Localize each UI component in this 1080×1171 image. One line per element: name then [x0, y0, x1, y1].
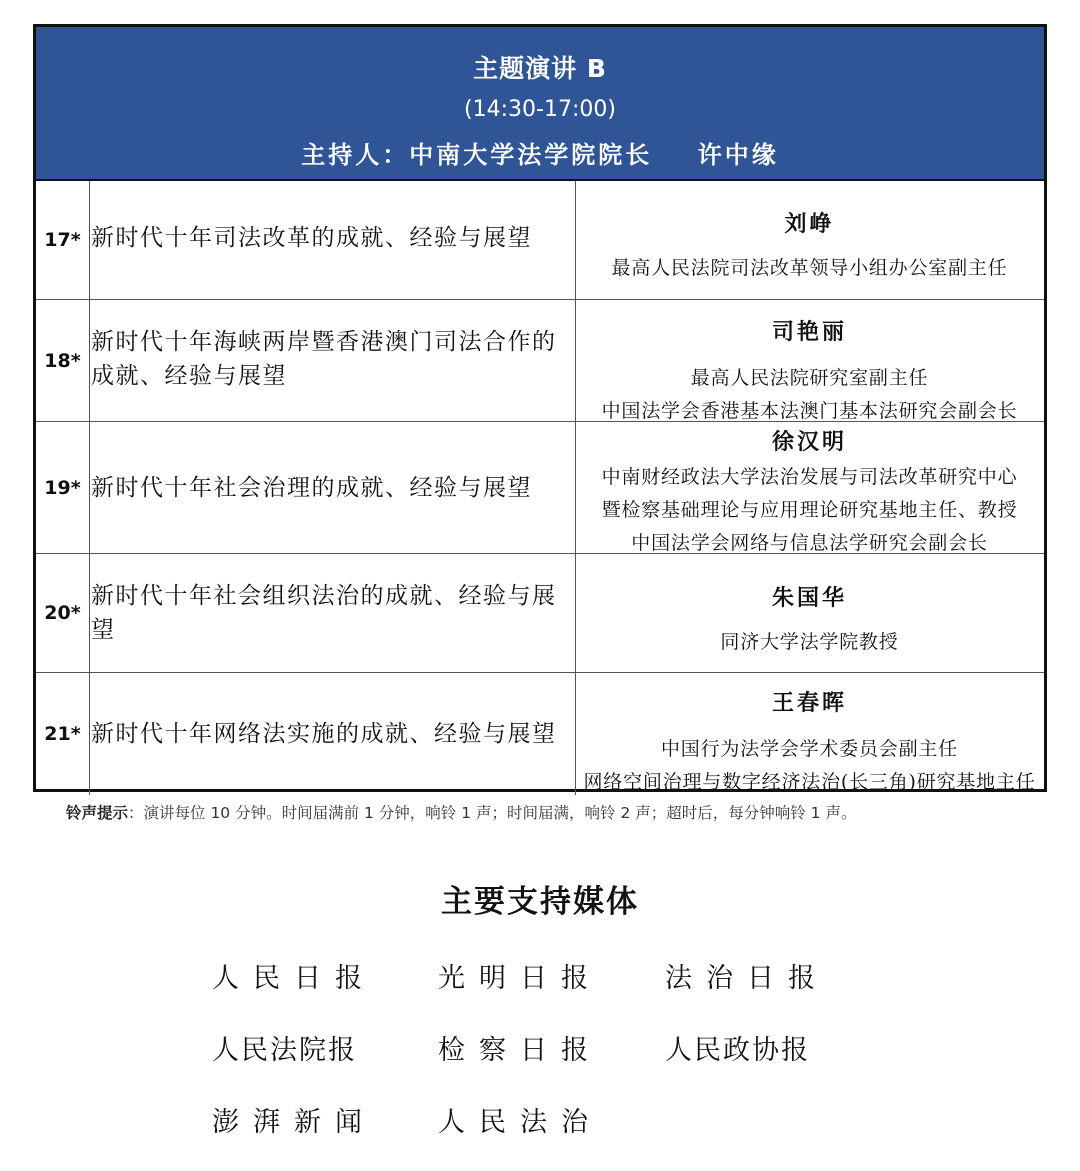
media-item: 人民政协报 — [665, 1035, 810, 1066]
media-item: 光明日报 — [438, 963, 602, 994]
media-item: 人民法治 — [438, 1107, 602, 1138]
talk-number: 19* — [36, 422, 90, 553]
session-header — [36, 27, 1044, 181]
speaker-role: 最高人民法院研究室副主任 — [690, 367, 929, 389]
table-row — [36, 422, 1044, 554]
talk-topic: 新时代十年海峡两岸暨香港澳门司法合作的成就、经验与展望 — [90, 300, 576, 421]
session-time: (14:30-17:00) — [464, 97, 616, 122]
table-row — [36, 673, 1044, 795]
bell-reminder — [66, 801, 856, 823]
media-item: 人民日报 — [212, 963, 376, 994]
speaker-cell — [575, 673, 1044, 795]
speaker-cell — [575, 554, 1044, 672]
table-row — [36, 554, 1044, 673]
speaker-role: 中国法学会香港基本法澳门基本法研究会副会长 — [601, 400, 1018, 422]
media-section-title: 主要支持媒体 — [441, 884, 639, 920]
schedule-table — [33, 24, 1047, 792]
speaker-role: 网络空间治理与数字经济法治(长三角)研究基地主任 — [583, 771, 1036, 793]
talk-number: 21* — [36, 673, 90, 795]
talk-topic: 新时代十年司法改革的成就、经验与展望 — [90, 181, 576, 299]
table-row — [36, 300, 1044, 422]
speaker-role: 中国行为法学会学术委员会副主任 — [660, 738, 958, 760]
bell-reminder-label: 铃声提示 — [66, 804, 129, 822]
talk-number: 20* — [36, 554, 90, 672]
media-item: 检察日报 — [438, 1035, 602, 1066]
speaker-cell — [575, 181, 1044, 299]
speaker-name: 司艳丽 — [771, 319, 847, 345]
speaker-name: 王春晖 — [771, 690, 847, 716]
session-title: 主题演讲 B — [473, 54, 607, 83]
talk-topic: 新时代十年网络法实施的成就、经验与展望 — [90, 673, 576, 795]
schedule-rows — [36, 181, 1044, 795]
session-host: 主持人：中南大学法学院院长 许中缘 — [301, 140, 779, 169]
table-row — [36, 181, 1044, 300]
speaker-cell — [575, 300, 1044, 421]
speaker-name: 刘峥 — [784, 211, 835, 237]
speaker-role: 中国法学会网络与信息法学研究会副会长 — [631, 532, 988, 554]
media-item: 法治日报 — [665, 963, 829, 994]
speaker-name: 朱国华 — [771, 585, 847, 611]
speaker-cell — [575, 422, 1044, 553]
speaker-role: 中南财经政法大学法治发展与司法改革研究中心 — [601, 466, 1018, 488]
media-item: 澎湃新闻 — [212, 1107, 376, 1138]
speaker-role: 暨检察基础理论与应用理论研究基地主任、教授 — [601, 499, 1018, 521]
speaker-role: 同济大学法学院教授 — [720, 631, 899, 653]
talk-topic: 新时代十年社会治理的成就、经验与展望 — [90, 422, 576, 553]
talk-topic: 新时代十年社会组织法治的成就、经验与展望 — [90, 554, 576, 672]
talk-number: 17* — [36, 181, 90, 299]
speaker-name: 徐汉明 — [771, 429, 847, 455]
talk-number: 18* — [36, 300, 90, 421]
speaker-role: 最高人民法院司法改革领导小组办公室副主任 — [611, 257, 1008, 279]
media-item: 人民法院报 — [212, 1035, 357, 1066]
bell-reminder-text: ：演讲每位 10 分钟。时间届满前 1 分钟，响铃 1 声；时间届满，响铃 2 声；超时后，每分钟响铃 1 声。 — [128, 804, 857, 822]
